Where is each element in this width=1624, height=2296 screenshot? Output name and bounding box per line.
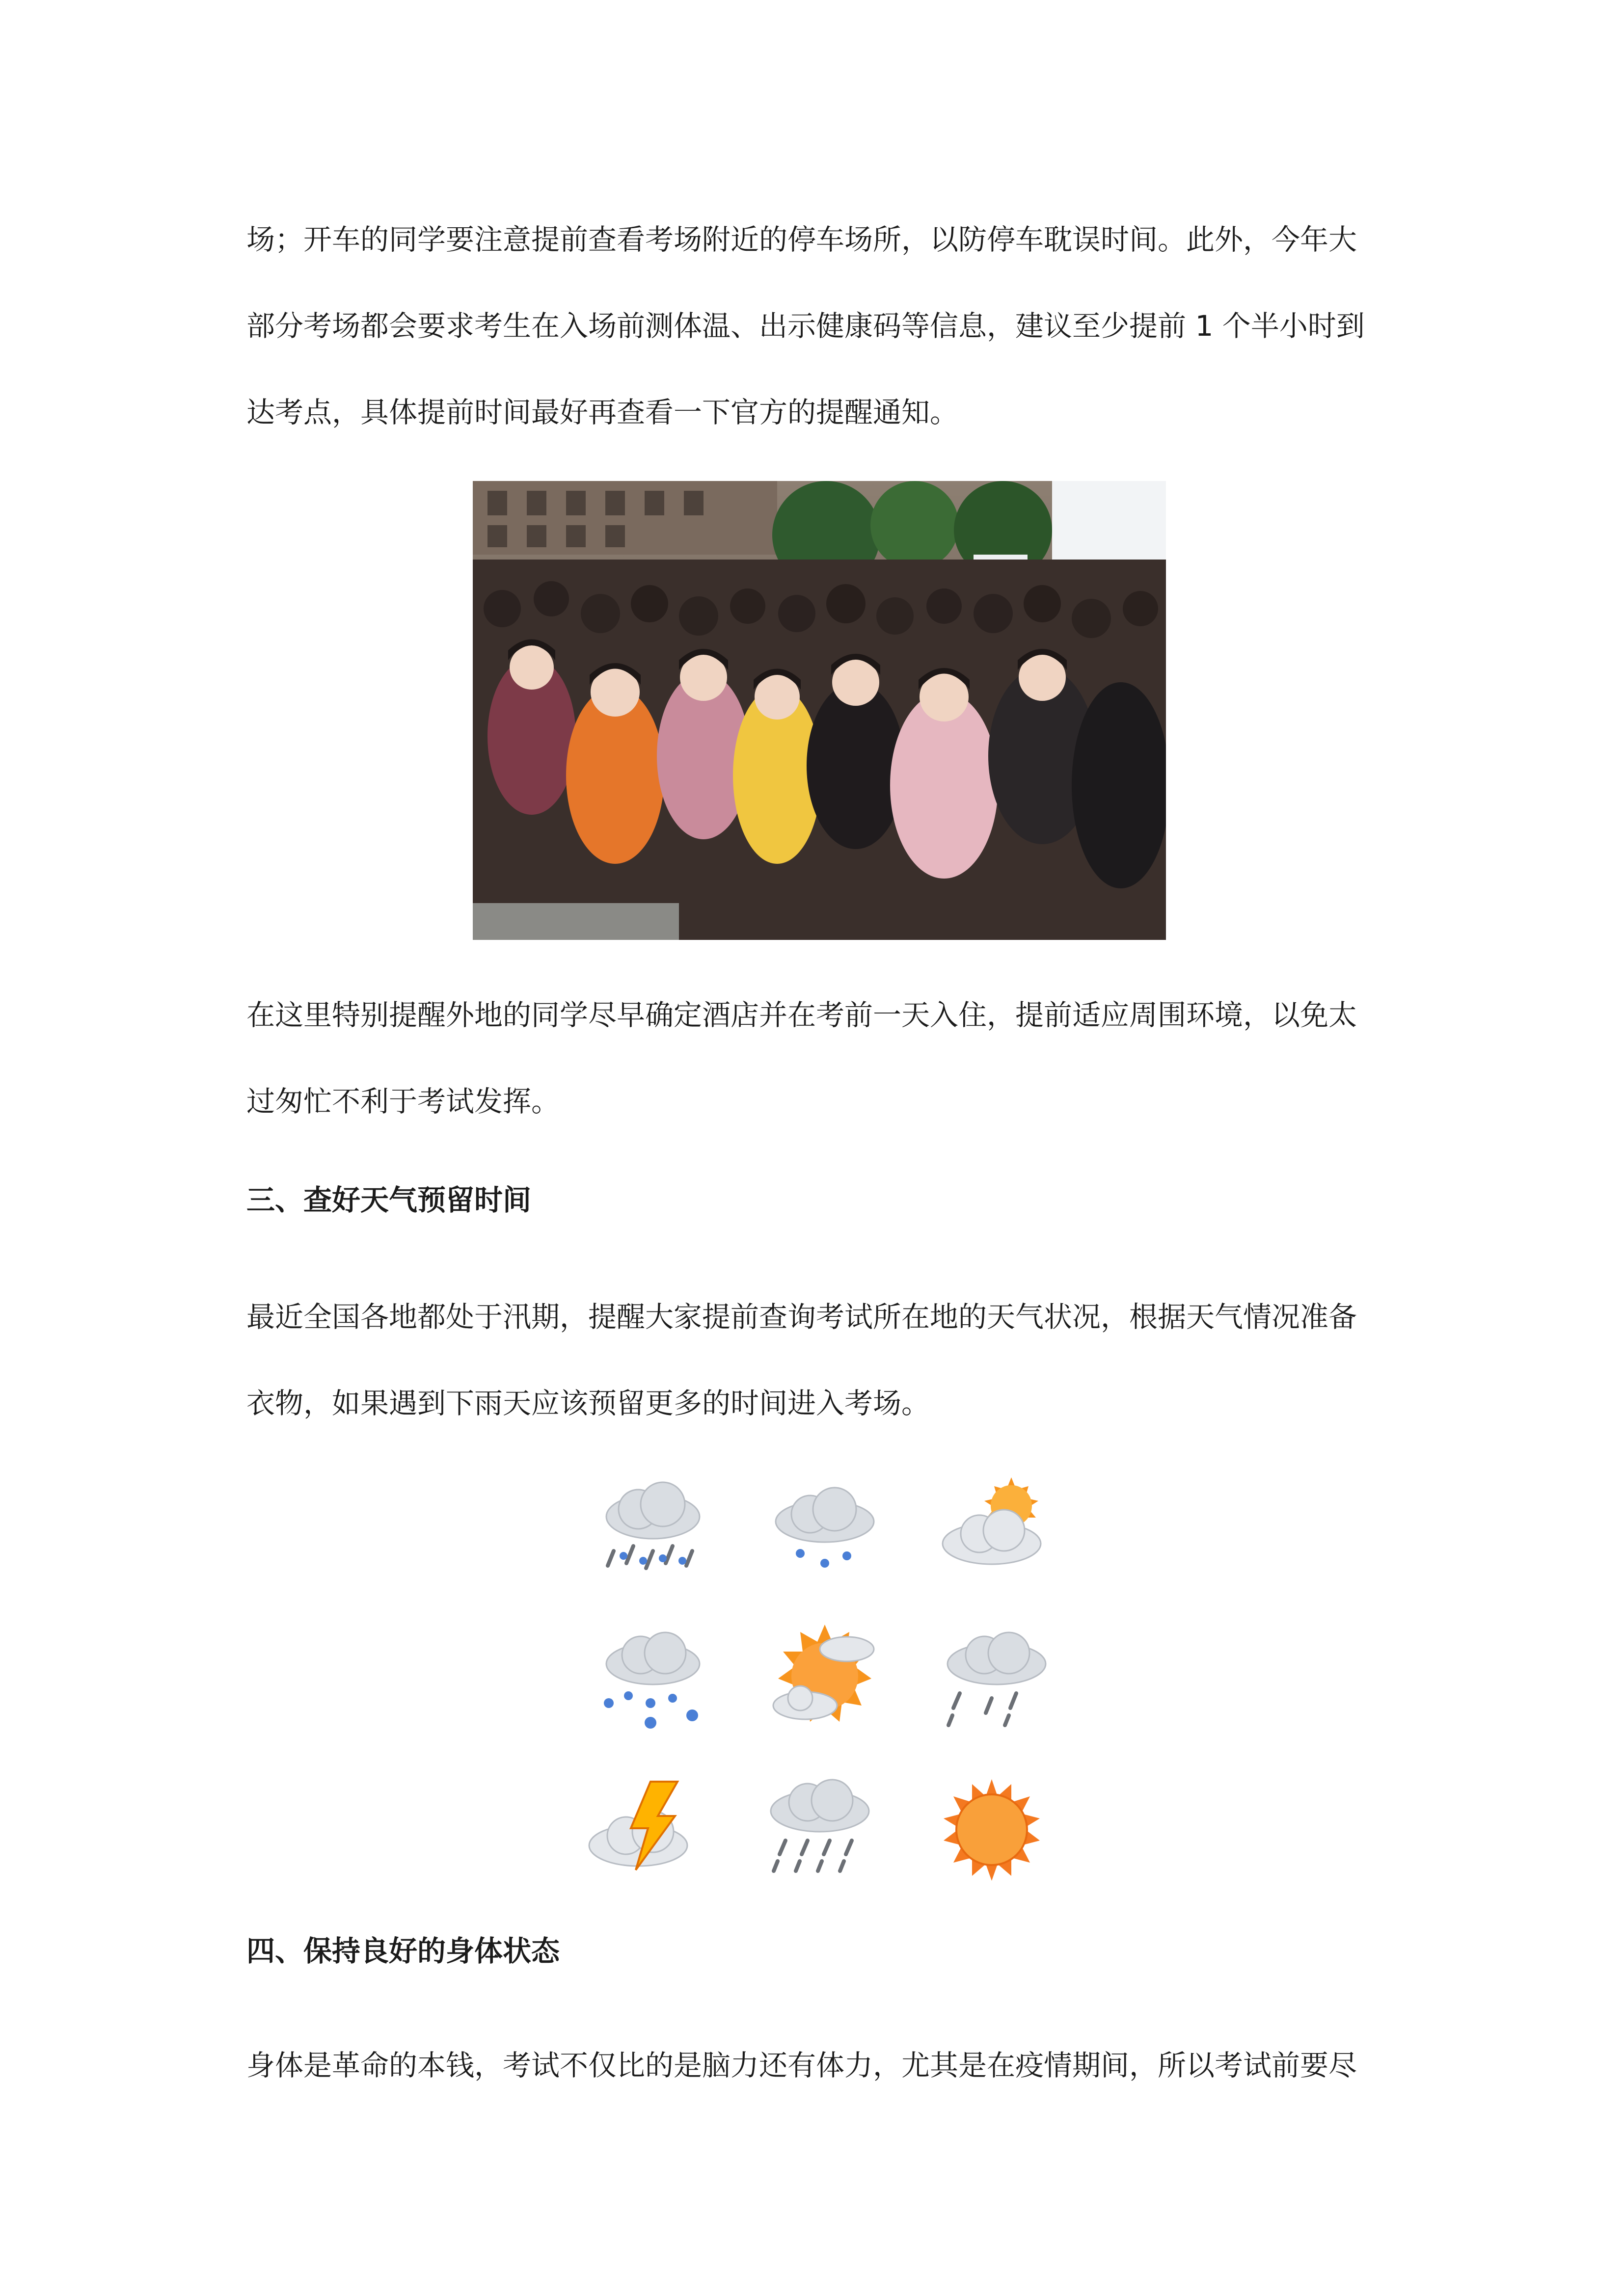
paragraph-arrival-advice xyxy=(246,196,1385,455)
text-line: 身体是革命的本钱，考试不仅比的是脑力还有体力，尤其是在疫情期间，所以考试前要尽 xyxy=(246,2049,1357,2082)
text-line: 部分考场都会要求考生在入场前测体温、出示健康码等信息，建议至少提前 1 个半小时到 xyxy=(246,309,1365,343)
paragraph-health-advice xyxy=(246,2022,1385,2109)
sunny-icon xyxy=(933,1772,1051,1890)
crowd-photo xyxy=(473,481,1166,940)
paragraph-hotel-advice xyxy=(246,972,1385,1145)
light-rain-icon xyxy=(766,1477,884,1595)
text-line: 场；开车的同学要注意提前查看考场附近的停车场所，以防停车耽误时间。此外，今年大 xyxy=(246,223,1357,256)
sun-behind-cloud-icon xyxy=(766,1620,884,1737)
text-line: 在这里特别提醒外地的同学尽早确定酒店并在考前一天入住，提前适应周围环境，以免太 xyxy=(246,998,1357,1032)
text-line: 衣物，如果遇到下雨天应该预留更多的时间进入考场。 xyxy=(246,1387,930,1420)
section-heading-health: 四、保持良好的身体状态 xyxy=(246,1934,560,1968)
text-line: 过匆忙不利于考试发挥。 xyxy=(246,1085,560,1118)
thunderstorm-icon xyxy=(584,1772,702,1890)
text-line: 最近全国各地都处于汛期，提醒大家提前查询考试所在地的天气状况，根据天气情况准备 xyxy=(246,1300,1357,1334)
partly-sunny-icon xyxy=(938,1472,1056,1590)
section-heading-weather: 三、查好天气预留时间 xyxy=(246,1183,532,1217)
text-line: 达考点，具体提前时间最好再查看一下官方的提醒通知。 xyxy=(246,396,959,429)
heavy-rain-icon xyxy=(594,1477,712,1595)
snow-icon xyxy=(594,1625,712,1742)
paragraph-weather-advice xyxy=(246,1274,1385,1446)
weather-icons-grid xyxy=(579,1468,1060,1890)
rain-icon xyxy=(761,1772,879,1890)
drizzle-icon xyxy=(938,1625,1056,1742)
